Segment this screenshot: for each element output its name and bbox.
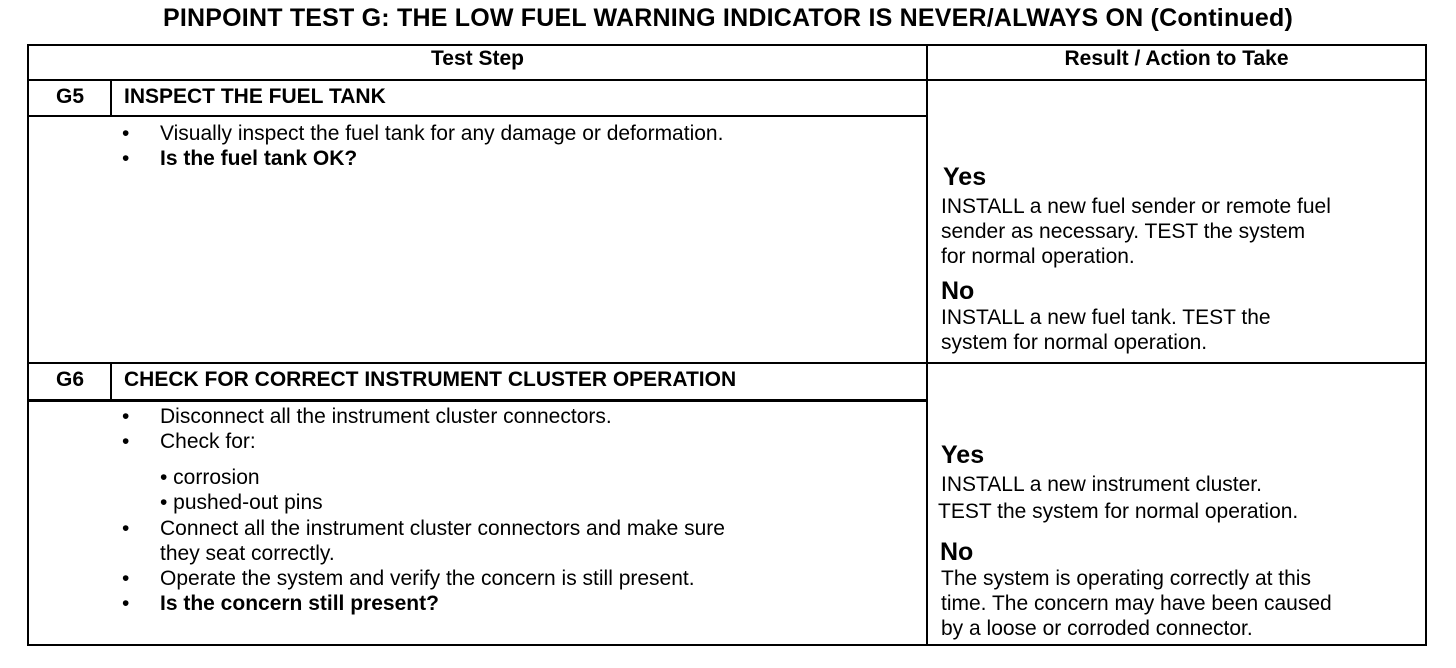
header-divider bbox=[27, 79, 1427, 81]
bullet-marker: • bbox=[122, 430, 130, 453]
g6-sub-bullet-1: • corrosion bbox=[160, 466, 260, 489]
g6-yes-line-1: INSTALL a new instrument cluster. bbox=[941, 473, 1262, 496]
bullet-marker: • bbox=[122, 405, 130, 428]
bullet-marker: • bbox=[122, 567, 130, 590]
g6-question: Is the concern still present? bbox=[160, 592, 439, 615]
g6-id-divider bbox=[110, 362, 112, 401]
g5-step-1: Visually inspect the fuel tank for any damage or deformation. bbox=[160, 122, 724, 145]
page-title: PINPOINT TEST G: THE LOW FUEL WARNING INDICATOR IS NEVER/ALWAYS ON (Continued) bbox=[163, 4, 1293, 32]
table-border-bottom bbox=[27, 644, 1427, 646]
g5-yes-line-1: INSTALL a new fuel sender or remote fuel bbox=[941, 195, 1331, 218]
g6-step-2: Check for: bbox=[160, 430, 256, 453]
bullet-marker: • bbox=[122, 122, 130, 145]
g5-yes-label: Yes bbox=[943, 163, 987, 191]
g6-heading-divider bbox=[27, 399, 928, 402]
step-heading-g5: INSPECT THE FUEL TANK bbox=[124, 85, 386, 108]
header-test-step: Test Step bbox=[431, 47, 524, 70]
g5-yes-line-3: for normal operation. bbox=[941, 245, 1135, 268]
g5-heading-divider bbox=[27, 115, 928, 117]
g6-no-label: No bbox=[940, 538, 974, 566]
g6-yes-label: Yes bbox=[941, 441, 985, 469]
step-heading-g6: CHECK FOR CORRECT INSTRUMENT CLUSTER OPERATION bbox=[124, 368, 737, 391]
column-divider bbox=[926, 44, 928, 646]
g6-no-line-1: The system is operating correctly at this bbox=[941, 567, 1311, 590]
g6-step-3-cont: they seat correctly. bbox=[160, 542, 335, 565]
g5-yes-line-2: sender as necessary. TEST the system bbox=[941, 220, 1306, 243]
g6-step-4: Operate the system and verify the concern is still present. bbox=[160, 567, 695, 590]
g6-sub-bullet-2: • pushed-out pins bbox=[160, 491, 323, 514]
g5-id-divider bbox=[110, 79, 112, 117]
g5-no-line-1: INSTALL a new fuel tank. TEST the bbox=[941, 306, 1271, 329]
header-result-action: Result / Action to Take bbox=[1064, 47, 1289, 70]
row-divider bbox=[27, 362, 1427, 364]
g6-no-line-3: by a loose or corroded connector. bbox=[941, 617, 1253, 640]
g6-step-3: Connect all the instrument cluster connectors and make sure bbox=[160, 517, 725, 540]
step-id-g5: G5 bbox=[55, 85, 84, 108]
g5-no-line-2: system for normal operation. bbox=[941, 331, 1208, 354]
table-border-left bbox=[27, 44, 29, 646]
g6-yes-line-2: TEST the system for normal operation. bbox=[938, 500, 1299, 523]
g5-question: Is the fuel tank OK? bbox=[160, 147, 358, 170]
g5-no-label: No bbox=[941, 277, 975, 305]
g6-step-1: Disconnect all the instrument cluster connectors. bbox=[160, 405, 612, 428]
bullet-marker: • bbox=[122, 517, 130, 540]
step-id-g6: G6 bbox=[55, 368, 84, 391]
table-border-right bbox=[1425, 44, 1427, 646]
table-border-top bbox=[27, 44, 1427, 46]
bullet-marker: • bbox=[122, 592, 130, 615]
bullet-marker: • bbox=[122, 147, 130, 170]
g6-no-line-2: time. The concern may have been caused bbox=[941, 592, 1332, 615]
